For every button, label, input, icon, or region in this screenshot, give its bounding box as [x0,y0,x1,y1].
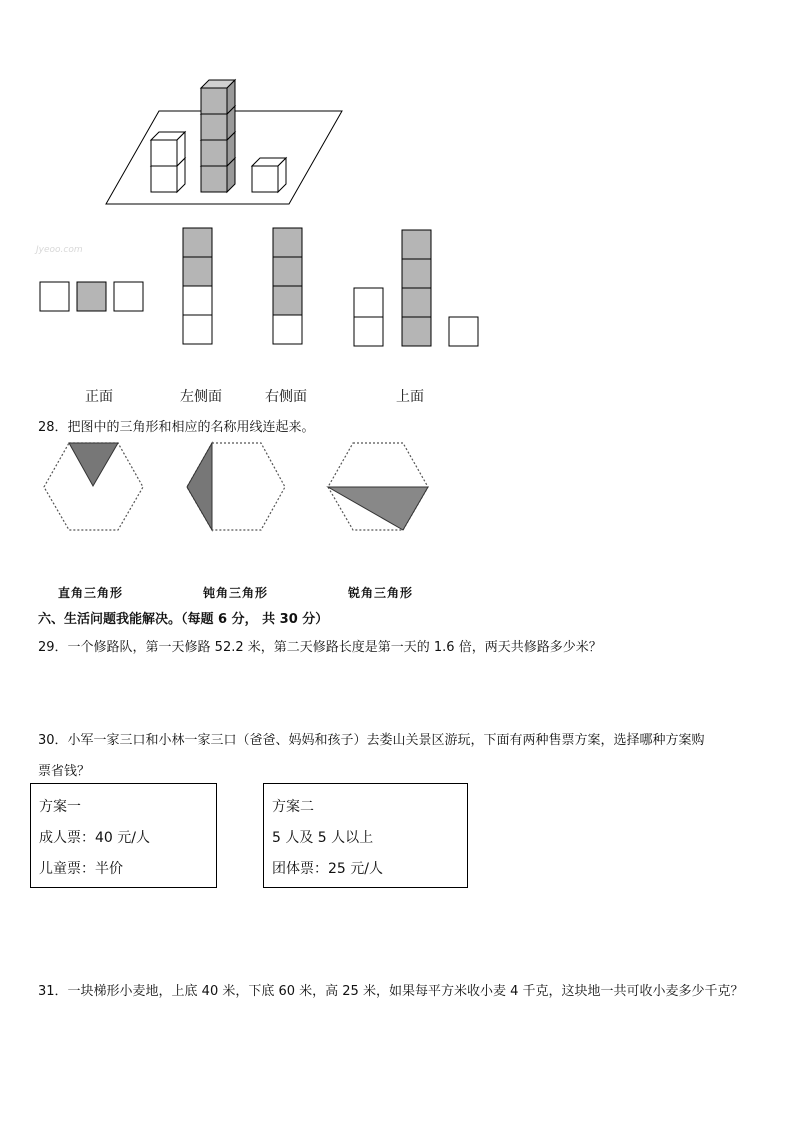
plan-1-child-price: 儿童票：半价 [39,861,123,877]
triangle-label-2: 钝角三角形 [203,586,269,600]
plan-2-box [263,783,468,888]
shaded-triangle-right [328,487,428,530]
plan-2-title: 方案二 [272,799,314,815]
view-label-right: 右侧面 [265,389,307,405]
triangle-label-3: 锐角三角形 [348,586,414,600]
question-28-text: 28．把图中的三角形和相应的名称用线连起来。 [38,420,315,435]
view-label-front: 正面 [85,389,113,405]
hexagon-triangles-figure [0,0,794,560]
plan-1-adult-price: 成人票：40 元/人 [39,830,150,846]
watermark: Jyeoo.com [36,245,83,255]
section-6-heading: 六、生活问题我能解决。（每题 6 分， 共 30 分） [38,612,329,627]
question-30-line-1: 30．小军一家三口和小林一家三口（爸爸、妈妈和孩子）去娄山关景区游玩，下面有两种售票方案，选择哪种方案购 [38,733,705,748]
triangle-label-1: 直角三角形 [58,586,124,600]
plan-2-condition: 5 人及 5 人以上 [272,830,374,846]
plan-1-box [30,783,217,888]
question-29-text: 29．一个修路队，第一天修路 52.2 米，第二天修路长度是第一天的 1.6 倍，两天共修路多少米？ [38,640,602,655]
plan-1-title: 方案一 [39,799,81,815]
question-30-line-2: 票省钱？ [38,764,91,779]
question-31-text: 31．一块梯形小麦地，上底 40 米，下底 60 米，高 25 米，如果每平方米收小麦 4 千克，这块地一共可收小麦多少千克？ [38,984,744,999]
plan-2-group-price: 团体票：25 元/人 [272,861,383,877]
view-label-top: 上面 [396,389,424,405]
shaded-triangle-obtuse [187,443,212,530]
view-label-left: 左侧面 [180,389,222,405]
shaded-triangle-acute [69,443,118,486]
